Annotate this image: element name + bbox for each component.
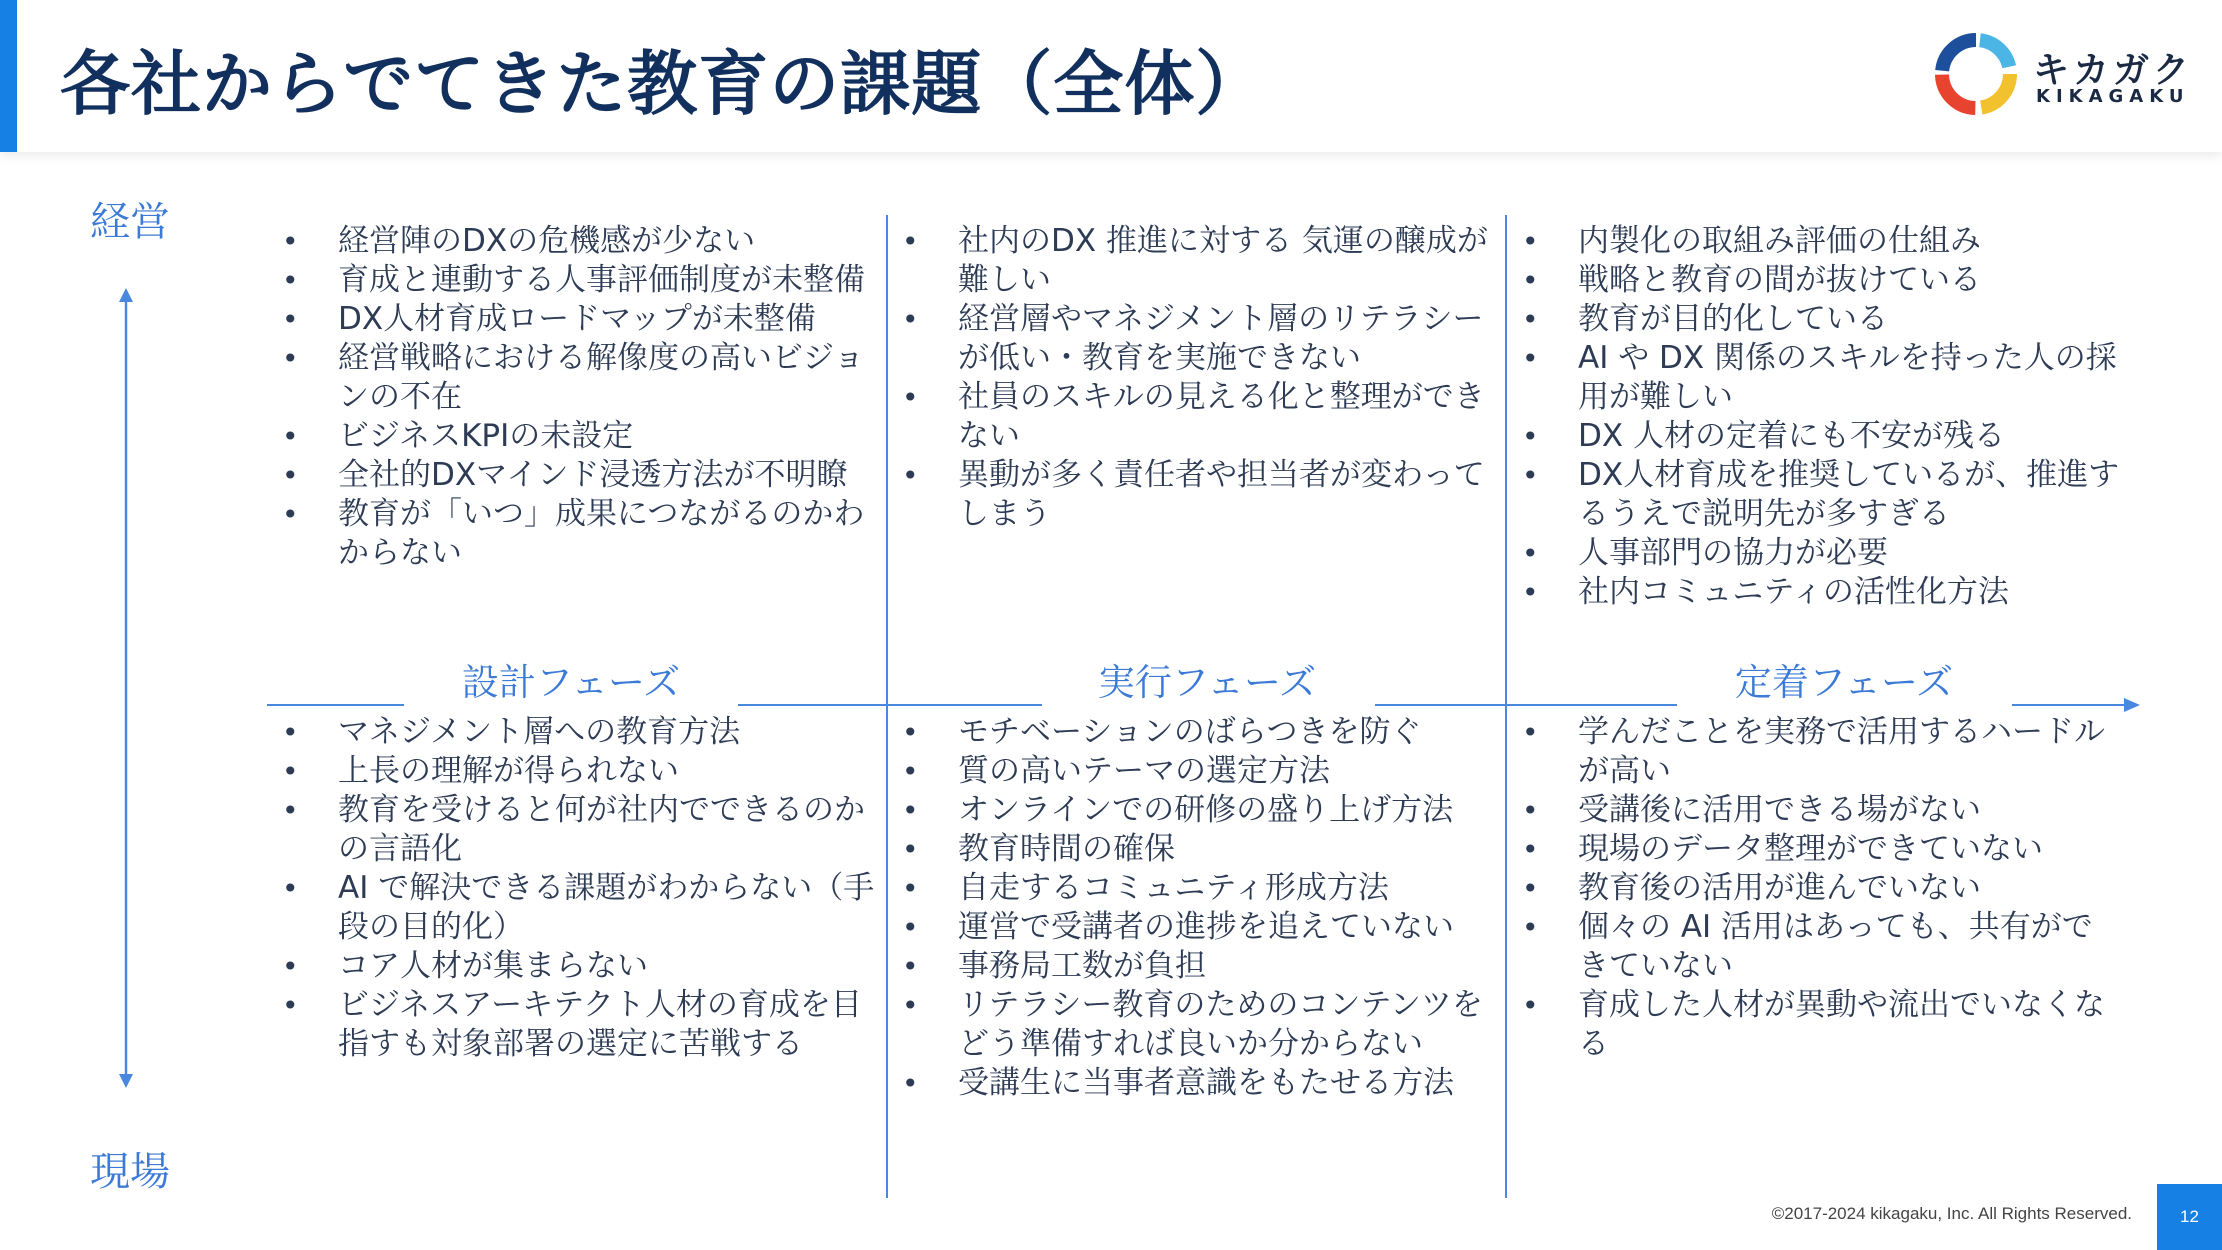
issue-item: • 育成と連動する人事評価制度が未整備 xyxy=(282,261,877,300)
settlement-management-issues xyxy=(1522,222,2122,612)
issue-item: • 事務局工数が負担 xyxy=(902,947,1492,986)
timeline-segment-4 xyxy=(2012,704,2130,706)
timeline-arrowhead-icon xyxy=(2124,697,2140,713)
slide-header xyxy=(0,0,2222,152)
issue-item: • 経営陣のDXの危機感が少ない xyxy=(282,222,877,261)
issue-item: • 自走するコミュニティ形成方法 xyxy=(902,869,1492,908)
issue-item: • 上長の理解が得られない xyxy=(282,752,877,791)
issue-item: • 教育が「いつ」成果につながるのかわからない xyxy=(282,495,877,573)
issue-item: • 社員のスキルの見える化と整理ができない xyxy=(902,378,1492,456)
issue-item: • DX人材育成を推奨しているが、推進するうえで説明先が多すぎる xyxy=(1522,456,2122,534)
issue-item: • 学んだことを実務で活用するハードルが高い xyxy=(1522,713,2122,791)
issue-item: • 教育後の活用が進んでいない xyxy=(1522,869,2122,908)
issue-item: • 質の高いテーマの選定方法 xyxy=(902,752,1492,791)
phase-label-execution: 実行フェーズ xyxy=(1097,661,1317,704)
issue-item: • AI で解決できる課題がわからない（手段の目的化） xyxy=(282,869,877,947)
issue-item: • 人事部門の協力が必要 xyxy=(1522,534,2122,573)
issue-item: • 教育を受けると何が社内でできるのかの言語化 xyxy=(282,791,877,869)
execution-management-issues xyxy=(902,222,1492,534)
issue-item: • 経営層やマネジメント層のリテラシーが低い・教育を実施できない xyxy=(902,300,1492,378)
issue-item: • 育成した人材が異動や流出でいなくなる xyxy=(1522,986,2122,1064)
kikagaku-logo-mark-icon xyxy=(1930,28,2022,120)
issue-item: • コア人材が集まらない xyxy=(282,947,877,986)
timeline-segment-2 xyxy=(738,704,1042,706)
kikagaku-logo xyxy=(1930,28,2194,120)
issue-item: • リテラシー教育のためのコンテンツをどう準備すれば良いか分からない xyxy=(902,986,1492,1064)
phase-label-settlement: 定着フェーズ xyxy=(1734,661,1954,704)
issue-item: • AI や DX 関係のスキルを持った人の採用が難しい xyxy=(1522,339,2122,417)
issue-item: • ビジネスKPIの未設定 xyxy=(282,417,877,456)
issue-item: • 経営戦略における解像度の高いビジョンの不在 xyxy=(282,339,877,417)
column-divider-1 xyxy=(886,215,888,1198)
page-title: 各社からでてきた教育の課題（全体） xyxy=(60,43,1267,125)
copyright-notice: ©2017-2024 kikagaku, Inc. All Rights Reserved. xyxy=(1771,1204,2132,1223)
vertical-double-arrow-icon xyxy=(116,288,136,1088)
issue-item: • ビジネスアーキテクト人材の育成を目指すも対象部署の選定に苦戦する xyxy=(282,986,877,1064)
issue-item: • 受講後に活用できる場がない xyxy=(1522,791,2122,830)
issue-item: • 現場のデータ整理ができていない xyxy=(1522,830,2122,869)
issue-item: • 社内コミュニティの活性化方法 xyxy=(1522,573,2122,612)
issue-item: • 社内のDX 推進に対する 気運の醸成が難しい xyxy=(902,222,1492,300)
issue-item: • マネジメント層への教育方法 xyxy=(282,713,877,752)
phase-label-design: 設計フェーズ xyxy=(461,661,681,704)
header-accent-bar xyxy=(0,0,17,152)
issue-item: • DX 人材の定着にも不安が残る xyxy=(1522,417,2122,456)
column-divider-2 xyxy=(1505,215,1507,1198)
design-field-issues xyxy=(282,713,877,1064)
issue-item: • 戦略と教育の間が抜けている xyxy=(1522,261,2122,300)
axis-label-management: 経営 xyxy=(90,199,170,245)
page-number: 12 xyxy=(2157,1184,2222,1250)
issue-item: • オンラインでの研修の盛り上げ方法 xyxy=(902,791,1492,830)
issue-item: • 異動が多く責任者や担当者が変わってしまう xyxy=(902,456,1492,534)
axis-label-field: 現場 xyxy=(90,1149,170,1195)
logo-wordmark: キカガク xyxy=(2033,50,2194,91)
issue-item: • 内製化の取組み評価の仕組み xyxy=(1522,222,2122,261)
issue-item: • 全社的DXマインド浸透方法が不明瞭 xyxy=(282,456,877,495)
logo-subtext: KIKAGAKU xyxy=(2036,86,2190,107)
issue-item: • 教育が目的化している xyxy=(1522,300,2122,339)
settlement-field-issues xyxy=(1522,713,2122,1064)
issue-item: • DX人材育成ロードマップが未整備 xyxy=(282,300,877,339)
design-management-issues xyxy=(282,222,877,573)
timeline-segment-3 xyxy=(1375,704,1677,706)
timeline-segment-1 xyxy=(267,704,404,706)
issue-item: • 受講生に当事者意識をもたせる方法 xyxy=(902,1064,1492,1103)
execution-field-issues xyxy=(902,713,1492,1103)
issue-item: • モチベーションのばらつきを防ぐ xyxy=(902,713,1492,752)
issue-item: • 個々の AI 活用はあっても、共有ができていない xyxy=(1522,908,2122,986)
issue-item: • 運営で受講者の進捗を追えていない xyxy=(902,908,1492,947)
issue-item: • 教育時間の確保 xyxy=(902,830,1492,869)
